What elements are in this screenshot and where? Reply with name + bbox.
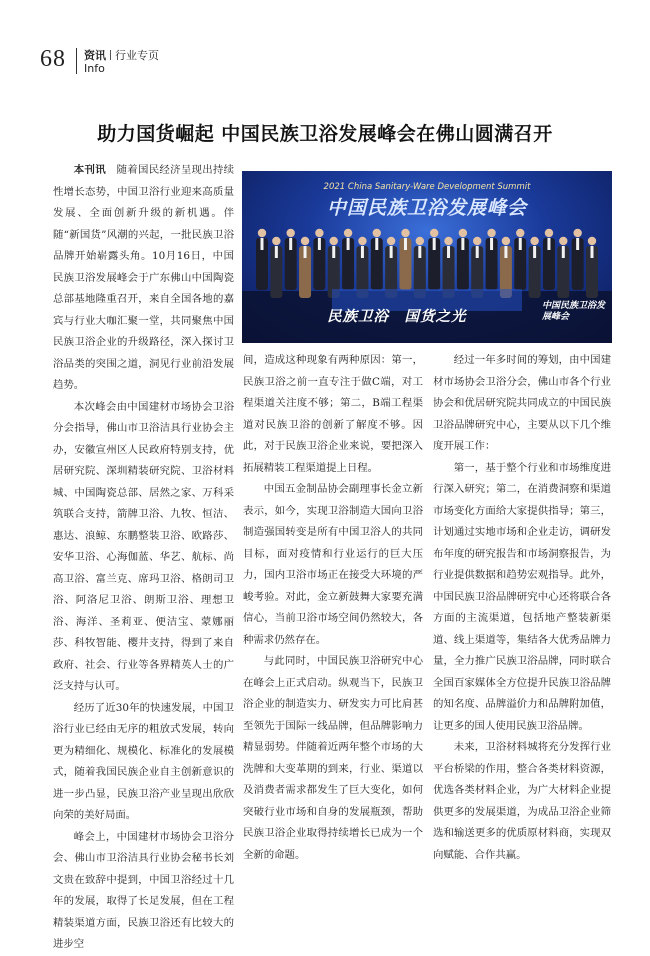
section-english: Info bbox=[84, 62, 105, 75]
person-head bbox=[588, 237, 596, 245]
paragraph-4-cont: 间，造成这种现象有两种原因：第一，民族卫浴之前一直专注于做C端，对工程渠道关注度不够；第二，B端工程渠道对民族卫浴的创新了解度不够。因此，对于民族卫浴企业来说，要把深入拓展精装工程渠道提上日程。 bbox=[243, 354, 423, 474]
person-head bbox=[473, 237, 481, 245]
person-head bbox=[344, 229, 352, 237]
person-shirt bbox=[275, 246, 278, 258]
paragraph-3: 经历了近30年的快速发展，中国卫浴行业已经由无序的粗放式发展，转向更为精细化、规模化、标准化的发展模式，随着我国民族企业自主创新意识的进一步凸显，民族卫浴产业呈现出欣欣向荣的美好局面。 bbox=[53, 701, 234, 821]
person-head bbox=[315, 229, 323, 237]
person-head bbox=[573, 229, 581, 237]
person-shirt bbox=[461, 238, 464, 250]
article-title: 助力国货崛起 中国民族卫浴发展峰会在佛山圆满召开 bbox=[97, 123, 553, 145]
person-shirt bbox=[332, 246, 335, 258]
person-shirt bbox=[433, 238, 436, 250]
person-head bbox=[272, 237, 280, 245]
section-divider bbox=[110, 50, 111, 60]
person-head bbox=[559, 237, 567, 245]
paragraph-5: 中国五金制品协会副理事长金立新表示，如今，实现卫浴制造大国向卫浴制造强国转变是所有中国卫浴人的共同目标，面对疫情和行业运行的巨大压力，国内卫浴市场正在接受大环境的严峻考验。对此，金立新鼓舞大家要充满信心，当前卫浴市场空间仍然较大，各种需求仍然存在。 bbox=[243, 483, 423, 646]
person-head bbox=[516, 229, 524, 237]
person-shirt bbox=[404, 238, 407, 250]
person-shirt bbox=[261, 238, 264, 250]
person-shirt bbox=[591, 246, 594, 258]
person-shirt bbox=[304, 246, 307, 258]
section-name: 资讯 bbox=[84, 49, 106, 62]
person-shirt bbox=[390, 246, 393, 258]
summit-photo bbox=[242, 171, 612, 343]
person-head bbox=[258, 229, 266, 237]
paragraph-6: 与此同时，中国民族卫浴研究中心在峰会上正式启动。纵观当下，民族卫浴企业的制造实力、研发实力可比肩甚至领先于国际一线品牌，但品牌影响力精显弱势。伴随着近两年整个市场的大洗牌和大变革期的到来，行业、渠道以及消费者需求都发生了巨大变化，如何突破行业市场和自身的发展瓶颈，帮助民族卫浴企业取得持续增长已成为一个全新的命题。 bbox=[243, 655, 423, 861]
section-label bbox=[84, 47, 159, 63]
person-head bbox=[459, 229, 467, 237]
byline: 本刊讯 bbox=[73, 164, 106, 176]
person-head bbox=[330, 237, 338, 245]
person-shirt bbox=[447, 246, 450, 258]
group-of-people bbox=[256, 229, 598, 298]
paragraph-8: 第一，基于整个行业和市场维度进行深入研究；第二，在消费洞察和渠道市场变化方面给大家提供指导；第三，计划通过实地市场和企业走访，调研发布年度的研究报告和市场洞察报告，为行业提供数据和趋势宏观指导。此外，中国民族卫浴品牌研究中心还将联合各方面的主流渠道，包括地产整装新渠道、线上渠道等，集结各大优秀品牌力量，全力推广民族卫浴品牌，同时联合全国百家媒体全方位提升民族卫浴品牌的知名度、品牌溢价力和品牌附加值，让更多的国人使用民族卫浴品牌。 bbox=[433, 461, 611, 732]
lead-text: 随着国民经济呈现出持续性增长态势，中国卫浴行业迎来高质量发展、全面创新升级的新机遇。伴随“新国货”风潮的兴起，一批民族卫浴品牌开始崭露头角。10月16日，中国民族卫浴发展峰会于广东佛山中国陶瓷总部基地隆重召开，来自全国各地的嘉宾与行业大咖汇聚一堂，共同聚焦中国民族卫浴企业的升级路径，深入探讨卫浴品类的突围之道，洞见行业前沿发展趋势。 bbox=[53, 164, 235, 391]
column-name: 行业专页 bbox=[115, 49, 159, 62]
stage-slogan: 民族卫浴 国货之光 bbox=[327, 309, 467, 325]
person-shirt bbox=[418, 246, 421, 258]
paragraph-9: 未来，卫浴材料城将充分发挥行业平台桥梁的作用，整合各类材料资源，优选各类材料企业，为广大材料企业提供更多的发展渠道，为成品卫浴企业筛选和输送更多的优质原材料商，实现双向赋能、合作共赢。 bbox=[433, 741, 611, 861]
person-head bbox=[416, 237, 424, 245]
header-divider bbox=[76, 48, 77, 74]
person-head bbox=[373, 229, 381, 237]
text-column-2 bbox=[243, 350, 423, 866]
person-shirt bbox=[504, 246, 507, 258]
lead-paragraph bbox=[53, 160, 234, 397]
paragraph-4-start: 峰会上，中国建材市场协会卫浴分会、佛山市卫浴洁具行业协会秘书长刘文贵在致辞中提到，中国卫浴经过十几年的发展，取得了长足发展，但在工程精装渠道方面，民族卫浴还有比较大的进步空 bbox=[53, 830, 234, 950]
banner-title: 中国民族卫浴发展峰会 bbox=[326, 197, 527, 219]
corner-logo: 中国民族卫浴发展峰会 bbox=[542, 301, 606, 322]
person-shirt bbox=[547, 238, 550, 250]
person-head bbox=[401, 229, 409, 237]
person-shirt bbox=[533, 246, 536, 258]
person-shirt bbox=[490, 238, 493, 250]
paragraph-2: 本次峰会由中国建材市场协会卫浴分会指导，佛山市卫浴洁具行业协会主办，安徽宣州区人民政府特别支持，优居研究院、深圳精装研究院、卫浴材料城、中国陶瓷总部、居然之家、万科采筑联合支持，箭牌卫浴、九牧、恒洁、惠达、浪鲸、东鹏整装卫浴、欧路莎、安华卫浴、心海伽蓝、华艺、航标、尚高卫浴、富兰克、席玛卫浴、格朗司卫浴、阿洛尼卫浴、朗斯卫浴、理想卫浴、海洋、圣莉亚、便洁宝、蒙娜丽莎、科牧智能、樱井支持，得到了来自政府、社会、行业等各界精英人士的广泛支持与认可。 bbox=[53, 400, 234, 692]
paragraph-7: 经过一年多时间的筹划，由中国建材市场协会卫浴分会，佛山市各个行业协会和优居研究院共同成立的中国民族卫浴品牌研究中心，主要从以下几个维度开展工作： bbox=[433, 354, 611, 452]
text-column-1 bbox=[53, 160, 234, 956]
person-shirt bbox=[347, 238, 350, 250]
person-shirt bbox=[519, 238, 522, 250]
person-shirt bbox=[289, 238, 292, 250]
person-shirt bbox=[318, 238, 321, 250]
person-head bbox=[387, 237, 395, 245]
person-shirt bbox=[361, 246, 364, 258]
banner-english: 2021 China Sanitary-Ware Development Summit bbox=[323, 182, 531, 192]
person-shirt bbox=[476, 246, 479, 258]
person-head bbox=[545, 229, 553, 237]
person-head bbox=[487, 229, 495, 237]
person-shirt bbox=[576, 238, 579, 250]
person-head bbox=[502, 237, 510, 245]
person-head bbox=[286, 229, 294, 237]
person-head bbox=[358, 237, 366, 245]
person-shirt bbox=[375, 238, 378, 250]
person-head bbox=[430, 229, 438, 237]
person-head bbox=[301, 237, 309, 245]
person-shirt bbox=[562, 246, 565, 258]
text-column-3 bbox=[433, 350, 611, 866]
person-head bbox=[444, 237, 452, 245]
page-number: 68 bbox=[40, 46, 66, 72]
person-head bbox=[530, 237, 538, 245]
